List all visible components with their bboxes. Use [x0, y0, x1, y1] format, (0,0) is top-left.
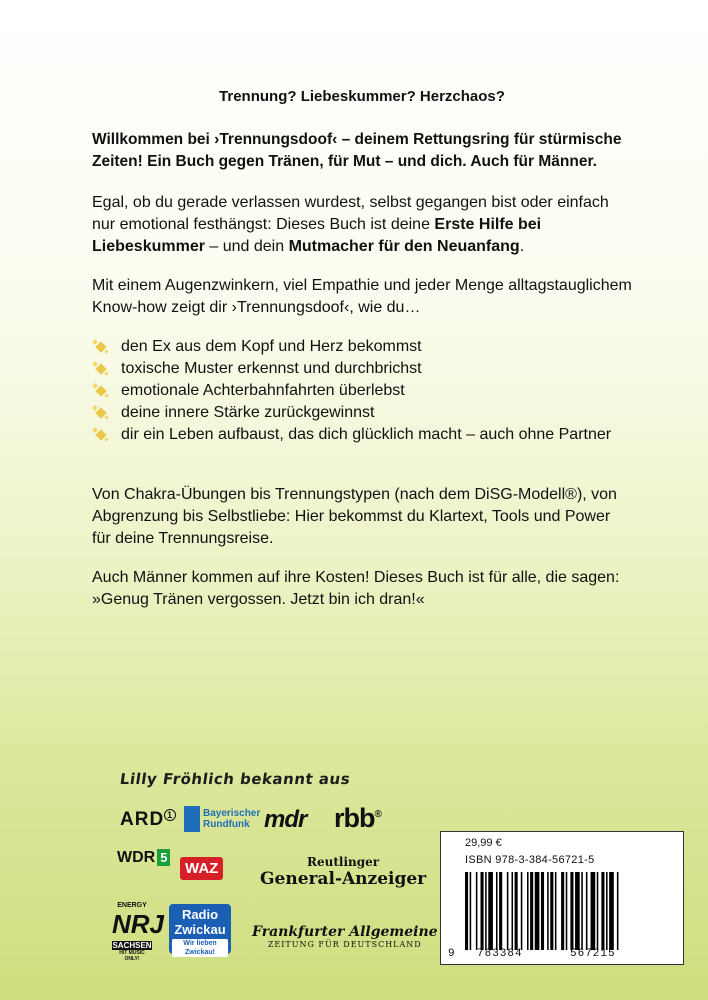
barcode-bar: [535, 872, 540, 950]
list-item: [92, 358, 632, 380]
reutlinger-logo-line: Reutlinger: [307, 855, 380, 869]
highlight-first-aid: Erste Hilfe bei Liebeskummer: [92, 216, 542, 255]
sparkle-icon: [92, 361, 110, 377]
barcode-panel: [440, 831, 684, 965]
ard-logo-mark: 1: [164, 809, 176, 821]
paragraph-text: – und dein: [204, 238, 289, 255]
barcode-bar: [606, 872, 608, 950]
list-item-text: den Ex aus dem Kopf und Herz bekommst: [121, 338, 422, 355]
br-logo: [184, 806, 260, 832]
reutlinger-logo: [260, 855, 426, 889]
radio-logo-tag: Wir lieben Zwickau!: [172, 939, 228, 957]
barcode-bar: [609, 872, 614, 950]
sparkle-icon: [92, 405, 110, 421]
faz-logo-line: Frankfurter Allgemeine: [252, 924, 438, 940]
barcode-digits-left: 783384: [477, 948, 523, 960]
barcode-bar: [476, 872, 478, 950]
list-item: [92, 336, 632, 358]
wdr-logo-five: 5: [157, 849, 170, 866]
barcode-digit-first: 9: [448, 948, 455, 960]
price-label: 29,99 €: [465, 837, 502, 849]
radio-logo-line: Zwickau: [174, 922, 226, 937]
nrj-logo-sub: SACHSEN: [112, 941, 152, 950]
barcode-bar: [566, 872, 568, 950]
barcode-bar: [507, 872, 509, 950]
nrj-logo-main: NRJ: [112, 909, 165, 939]
list-item-text: toxische Muster erkennst und durchbrichst: [121, 360, 422, 377]
barcode-bar: [561, 872, 564, 950]
wdr5-logo: [117, 849, 170, 867]
rbb-logo-text: rbb: [334, 803, 375, 833]
nrj-logo: [112, 902, 165, 962]
barcode-bar: [499, 872, 502, 950]
sparkle-icon: [92, 383, 110, 399]
barcode-bar: [512, 872, 514, 950]
barcode-bar: [465, 872, 468, 950]
list-item: [92, 380, 632, 402]
highlight-mutmacher: Mutmacher für den Neuanfang: [288, 238, 520, 255]
barcode-bar: [470, 872, 472, 950]
list-item: [92, 402, 632, 424]
headline: Trennung? Liebeskummer? Herzchaos?: [219, 88, 505, 105]
barcode-bar: [586, 872, 588, 950]
barcode-digits-right: 567215: [570, 948, 616, 960]
paragraph-tools: Von Chakra-Übungen bis Trennungstypen (nach dem DiSG-Modell®), von Abgrenzung bis Selbstliebe: Hier bekommst du Klartext, Tools und Power für deine Trennungsreise.: [92, 486, 617, 547]
br-logo-line: Bayerischer: [203, 808, 261, 819]
nrj-logo-top: ENERGY: [117, 902, 147, 909]
sparkle-icon: [92, 339, 110, 355]
barcode-bar: [570, 872, 573, 950]
barcode-bars: [465, 872, 665, 950]
barcode-bar: [555, 872, 557, 950]
barcode-bar: [496, 872, 498, 950]
nrj-logo-tag: HIT MUSIC ONLY!: [119, 950, 145, 962]
barcode-bar: [581, 872, 583, 950]
radio-zwickau-logo: [169, 904, 231, 954]
waz-logo: WAZ: [180, 857, 223, 880]
barcode-bar: [481, 872, 484, 950]
barcode-bar: [521, 872, 523, 950]
rbb-logo-mark: ®: [374, 809, 381, 820]
list-item-text: dir ein Leben aufbaust, das dich glücklich macht – auch ohne Partner: [121, 426, 612, 443]
barcode-bar: [591, 872, 596, 950]
paragraph-text: Egal, ob du gerade verlassen wurdest, selbst gegangen bist oder einfach nur emotional festhängst: Dieses Buch ist deine: [92, 194, 609, 233]
paragraph-know-how: Mit einem Augenzwinkern, viel Empathie und jeder Menge alltagstauglichem Know-how zeigt dir ›Trennungsdoof‹, wie du…: [92, 277, 632, 316]
blurb-text: [92, 86, 632, 628]
barcode-bar: [547, 872, 549, 950]
ard-logo-text: ARD: [120, 809, 165, 830]
rbb-logo: [334, 803, 381, 834]
benefit-list: [92, 336, 632, 446]
paragraph-men: Auch Männer kommen auf ihre Kosten! Dieses Buch ist für alle, die sagen: »Genug Tränen vergossen. Jetzt bin ich dran!«: [92, 569, 620, 608]
faz-logo-line: ZEITUNG FÜR DEUTSCHLAND: [267, 940, 422, 949]
paragraph-text: .: [519, 238, 525, 255]
intro-paragraph: Willkommen bei ›Trennungsdoof‹ – deinem Rettungsring für stürmische Zeiten! Ein Buch gegen Tränen, für Mut – und dich. Auch für Männer.: [92, 131, 622, 170]
barcode-bar: [550, 872, 553, 950]
paragraph-first-aid: [92, 192, 632, 258]
isbn-label: ISBN 978-3-384-56721-5: [465, 854, 595, 866]
wdr-logo-text: WDR: [117, 849, 156, 866]
barcode-bar: [530, 872, 533, 950]
radio-logo-line: Radio: [181, 907, 219, 922]
mdr-logo: mdr: [264, 806, 307, 833]
barcode-bar: [515, 872, 518, 950]
barcode-bar: [575, 872, 580, 950]
sparkle-icon: [92, 427, 110, 443]
list-item: [92, 424, 632, 446]
ard-logo: [120, 809, 176, 831]
reutlinger-logo-line: General-Anzeiger: [260, 869, 427, 889]
barcode-bar: [597, 872, 599, 950]
list-item-text: emotionale Achterbahnfahrten überlebst: [121, 382, 405, 399]
known-from-label: Lilly Fröhlich bekannt aus: [118, 770, 352, 788]
barcode-bar: [488, 872, 493, 950]
barcode-bar: [541, 872, 544, 950]
br-logo-mark: [184, 806, 200, 832]
br-logo-text: [203, 808, 260, 830]
barcode-bar: [527, 872, 529, 950]
faz-logo: [252, 924, 438, 949]
barcode-bar: [485, 872, 487, 950]
barcode-bar: [601, 872, 604, 950]
barcode-bar: [617, 872, 619, 950]
list-item-text: deine innere Stärke zurückgewinnst: [121, 404, 375, 421]
br-logo-line: Rundfunk: [203, 819, 250, 830]
